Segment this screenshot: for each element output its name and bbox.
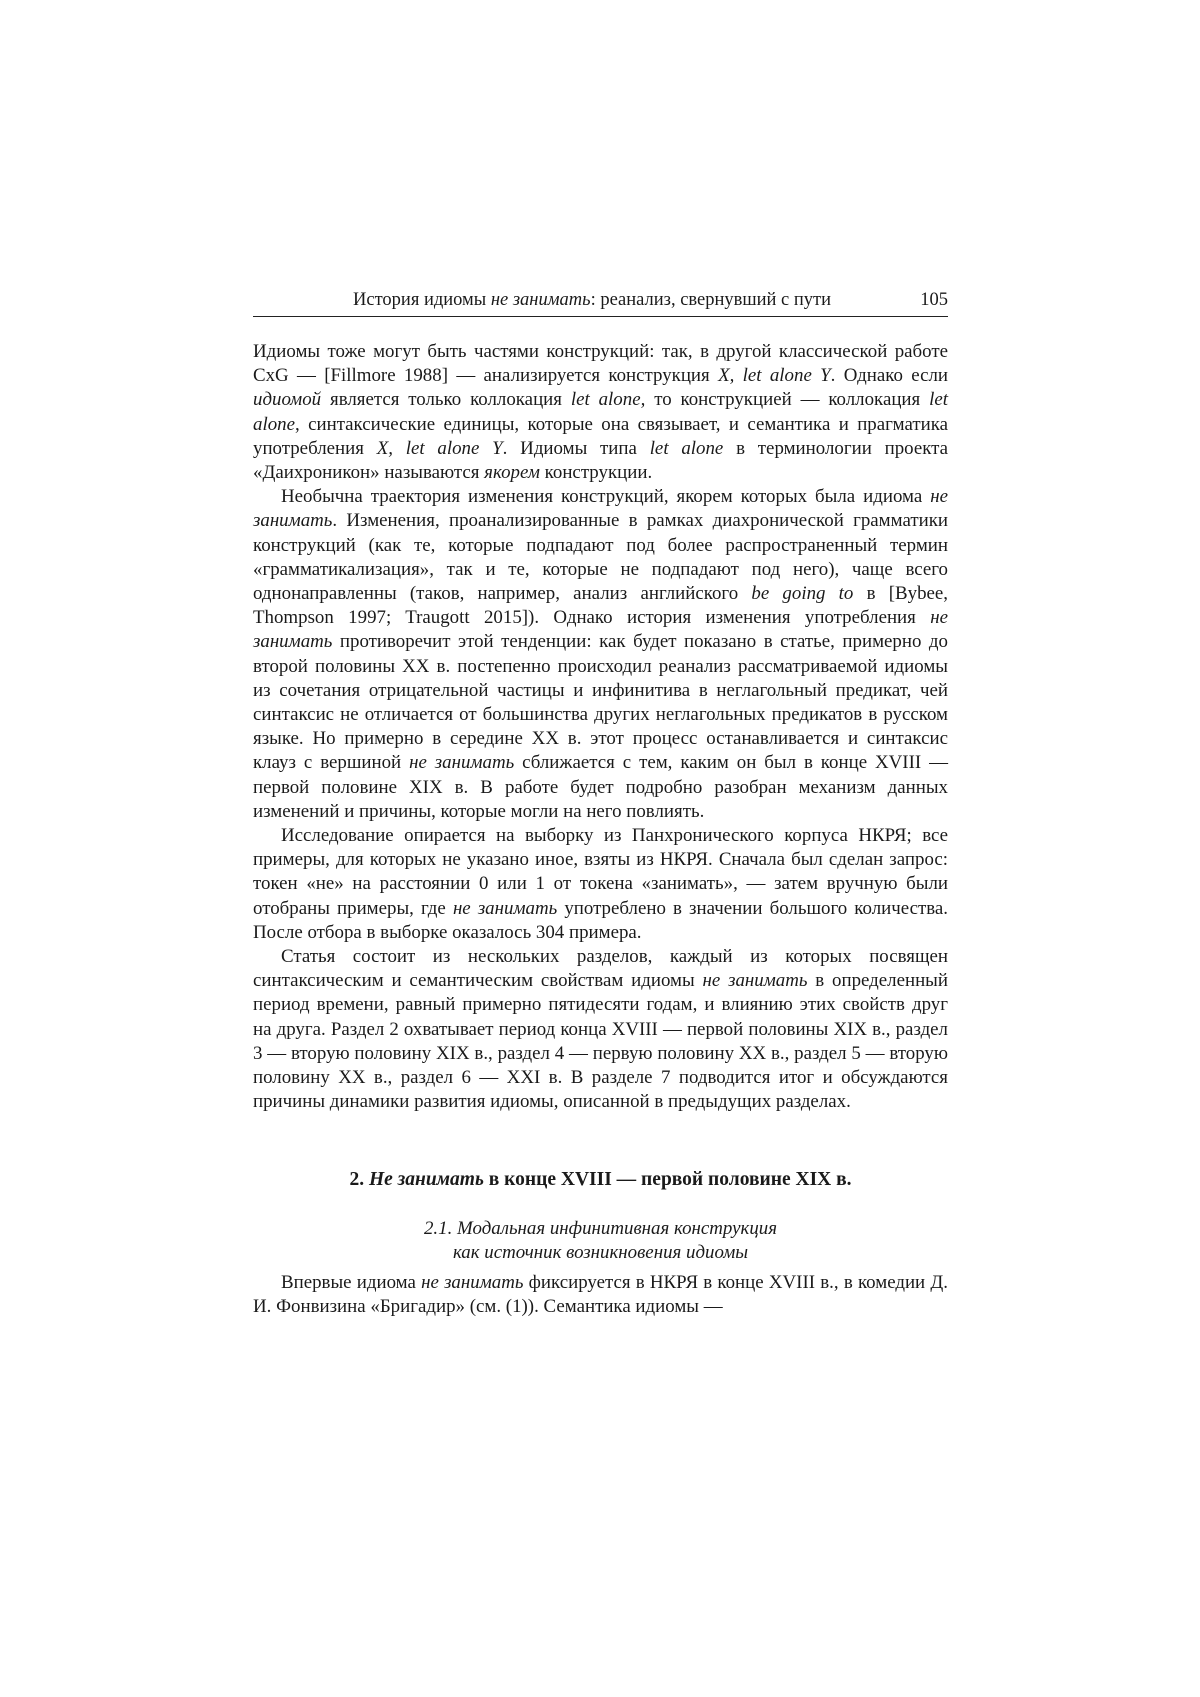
paragraphs (253, 340, 948, 1115)
page-number: 105 (920, 290, 948, 310)
paragraph: Идиомы тоже могут быть частями конструкций: так, в другой классической работе CxG — [Fillmore 1988] — анализируется конструкция X, let alone Y. Однако если идиомой является только коллокация let alone, то конструкцией — коллокация let alone, синтаксические единицы, которые она связывает, и семантика и прагматика употребления X, let alone Y. Идиомы типа let alone в терминологии проекта «Даихроникон» называются якорем конструкции. (253, 341, 948, 484)
page (253, 290, 948, 1319)
final-paragraph-container (253, 1271, 948, 1319)
paragraph: Исследование опирается на выборку из Панхронического корпуса НКРЯ; все примеры, для которых не указано иное, взяты из НКРЯ. Сначала был сделан запрос: токен «не» на расстоянии 0 или 1 от токена «занимать», — затем вручную были отобраны примеры, где не занимать употреблено в значении большого количества. После отбора в выборке оказалось 304 примера. (253, 825, 949, 943)
running-header-title: История идиомы не занимать: реанализ, свернувший с пути (353, 290, 832, 310)
subsection-heading (253, 1217, 948, 1265)
subsection-heading-line-1: 2.1. Модальная инфинитивная конструкция (423, 1217, 778, 1239)
section-heading: 2. Не занимать в конце XVIII — первой половине XIX в. (349, 1168, 852, 1190)
final-paragraph: Впервые идиома не занимать фиксируется в НКРЯ в конце XVIII в., в комедии Д. И. Фонвизина «Бригадир» (см. (1)). Семантика идиомы — (253, 1271, 948, 1317)
paragraph: Необычна траектория изменения конструкций, якорем которых была идиома не занимать. Изменения, проанализированные в рамках диахронической грамматики конструкций (как те, которые подпадают под более распространенный термин «грамматикализация», так и те, которые не подпадают под него), чаще всего однонаправленны (таков, например, анализ английского be going to в [Bybee, Thompson 1997; Traugott 2015]). Однако история изменения употребления не занимать противоречит этой тенденции: как будет показано в статье, примерно до второй половины XX в. постепенно происходил реанализ рассматриваемой идиомы из сочетания отрицательной частицы и инфинитива в неглагольный предикат, чей синтаксис не отличается от большинства других неглагольных предикатов в русском языке. Но примерно в середине XX в. этот процесс останавливается и синтаксис клауз с вершиной не занимать сближается с тем, каким он был в конце XVIII — первой половине XIX в. В работе будет подробно разобран механизм данных изменений и причины, которые могли на него повлиять. (253, 486, 949, 822)
body-text (253, 340, 948, 1319)
running-header (253, 290, 948, 317)
subsection-heading-line-2: как источник возникновения идиомы (452, 1241, 749, 1263)
paragraph: Статья состоит из нескольких разделов, каждый из которых посвящен синтаксическим и семантическим свойствам идиомы не занимать в определенный период времени, равный примерно пятидесяти годам, и влиянию этих свойств друг на друга. Раздел 2 охватывает период конца XVIII — первой половины XIX в., раздел 3 — вторую половину XIX в., раздел 4 — первую половину XX в., раздел 5 — вторую половину XX в., раздел 6 — XXI в. В разделе 7 подводится итог и обсуждаются причины динамики развития идиомы, описанной в предыдущих разделах. (253, 946, 948, 1113)
